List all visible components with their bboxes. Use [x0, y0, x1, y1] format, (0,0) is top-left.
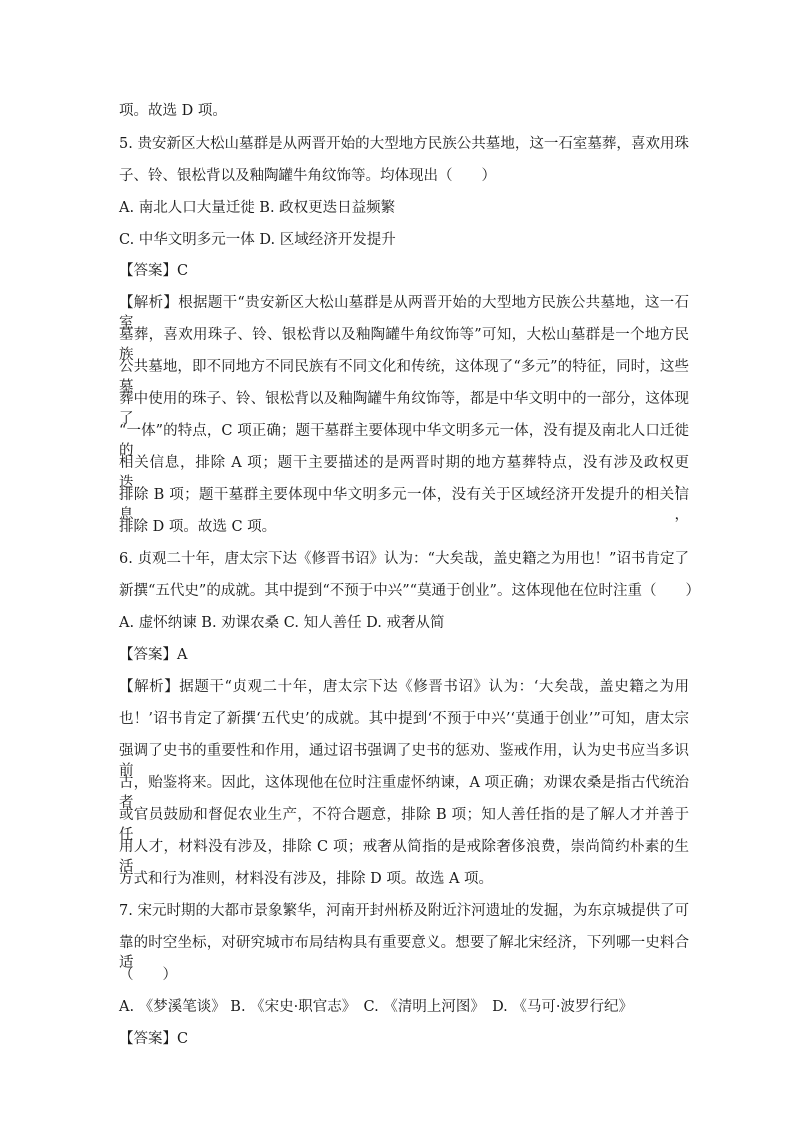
- question-5-options: A. 南北人口大量迁徙 B. 政权更迭日益频繁: [119, 200, 396, 216]
- analysis-text: 相关信息，排除 A 项；题干主要描述的是两晋时期的地方墓葬特点，没有涉及政权更迭，: [119, 455, 689, 491]
- analysis-text: 墓葬，喜欢用珠子、铃、银松背以及釉陶罐牛角纹饰等”可知，大松山墓群是一个地方民族: [119, 327, 689, 363]
- analysis-text: 【解析】根据题干“贵安新区大松山墓群是从两晋开始的大型地方民族公共墓地，这一石室: [119, 295, 689, 331]
- answer-label: 【答案】A: [119, 647, 188, 663]
- question-5-stem: 5. 贵安新区大松山墓群是从两晋开始的大型地方民族公共墓地，这一石室墓葬，喜欢用珠: [119, 136, 689, 152]
- analysis-text: 也！’诏书肯定了新撰‘五代史’的成就。其中提到‘不预于中兴’‘莫通于创业’”可知，唐太宗: [119, 711, 689, 727]
- text-line: 项。故选 D 项。: [119, 103, 227, 119]
- question-7-stem: 靠的时空坐标，对研究城市布局结构具有重要意义。想要了解北宋经济，下列哪一史料合适: [119, 935, 689, 971]
- analysis-text: 【解析】据题干“贞观二十年，唐太宗下达《修晋书诏》认为：‘大矣哉，盖史籍之为用: [119, 679, 689, 695]
- analysis-text: “一体”的特点，C 项正确；题干墓群主要体现中华文明多元一体，没有提及南北人口迁徙的: [119, 423, 689, 459]
- question-5-stem: 子、铃、银松背以及釉陶罐牛角纹饰等。均体现出（ ）: [119, 168, 496, 184]
- question-5-options: C. 中华文明多元一体 D. 区域经济开发提升: [119, 232, 396, 248]
- analysis-text: 葬中使用的珠子、铃、银松背以及釉陶罐牛角纹饰等，都是中华文明中的一部分，这体现了: [119, 391, 689, 427]
- question-6-stem: 6. 贞观二十年，唐太宗下达《修晋书诏》认为：“大矣哉，盖史籍之为用也！”诏书肯定了: [119, 551, 689, 567]
- analysis-text: 或官员鼓励和督促农业生产，不符合题意，排除 B 项；知人善任指的是了解人才并善于任: [119, 807, 689, 843]
- question-6-stem: 新撰“五代史”的成就。其中提到“不预于中兴”“莫通于创业”。这体现他在位时注重（ ）: [119, 583, 700, 599]
- analysis-text: 方式和行为准则，材料没有涉及，排除 D 项。故选 A 项。: [119, 871, 494, 887]
- question-6-options: A. 虚怀纳谏 B. 劝课农桑 C. 知人善任 D. 戒奢从简: [119, 615, 445, 631]
- analysis-text: 排除 D 项。故选 C 项。: [119, 519, 277, 535]
- answer-label: 【答案】C: [119, 1031, 189, 1047]
- question-7-stem: 7. 宋元时期的大都市景象繁华，河南开封州桥及附近汴河遗址的发掘，为东京城提供了可: [119, 903, 689, 919]
- answer-label: 【答案】C: [119, 263, 189, 279]
- analysis-text: 排除 B 项；题干墓群主要体现中华文明多元一体，没有关于区域经济开发提升的相关信息，: [119, 487, 689, 523]
- analysis-text: 强调了史书的重要性和作用，通过诏书强调了史书的惩劝、鉴戒作用，认为史书应当多识前: [119, 743, 689, 779]
- analysis-text: 用人才，材料没有涉及，排除 C 项；戒奢从简指的是戒除奢侈浪费，崇尚简约朴素的生活: [119, 839, 689, 875]
- question-7-options: A. 《梦溪笔谈》 B. 《宋史·职官志》 C. 《清明上河图》 D. 《马可·波罗行纪》: [119, 999, 634, 1015]
- question-7-stem: （ ）: [119, 967, 177, 983]
- analysis-text: 古，贻鉴将来。因此，这体现他在位时注重虚怀纳谏，A 项正确；劝课农桑是指古代统治者: [119, 775, 689, 811]
- analysis-text: 公共墓地，即不同地方不同民族有不同文化和传统，这体现了“多元”的特征，同时，这些墓: [119, 359, 689, 395]
